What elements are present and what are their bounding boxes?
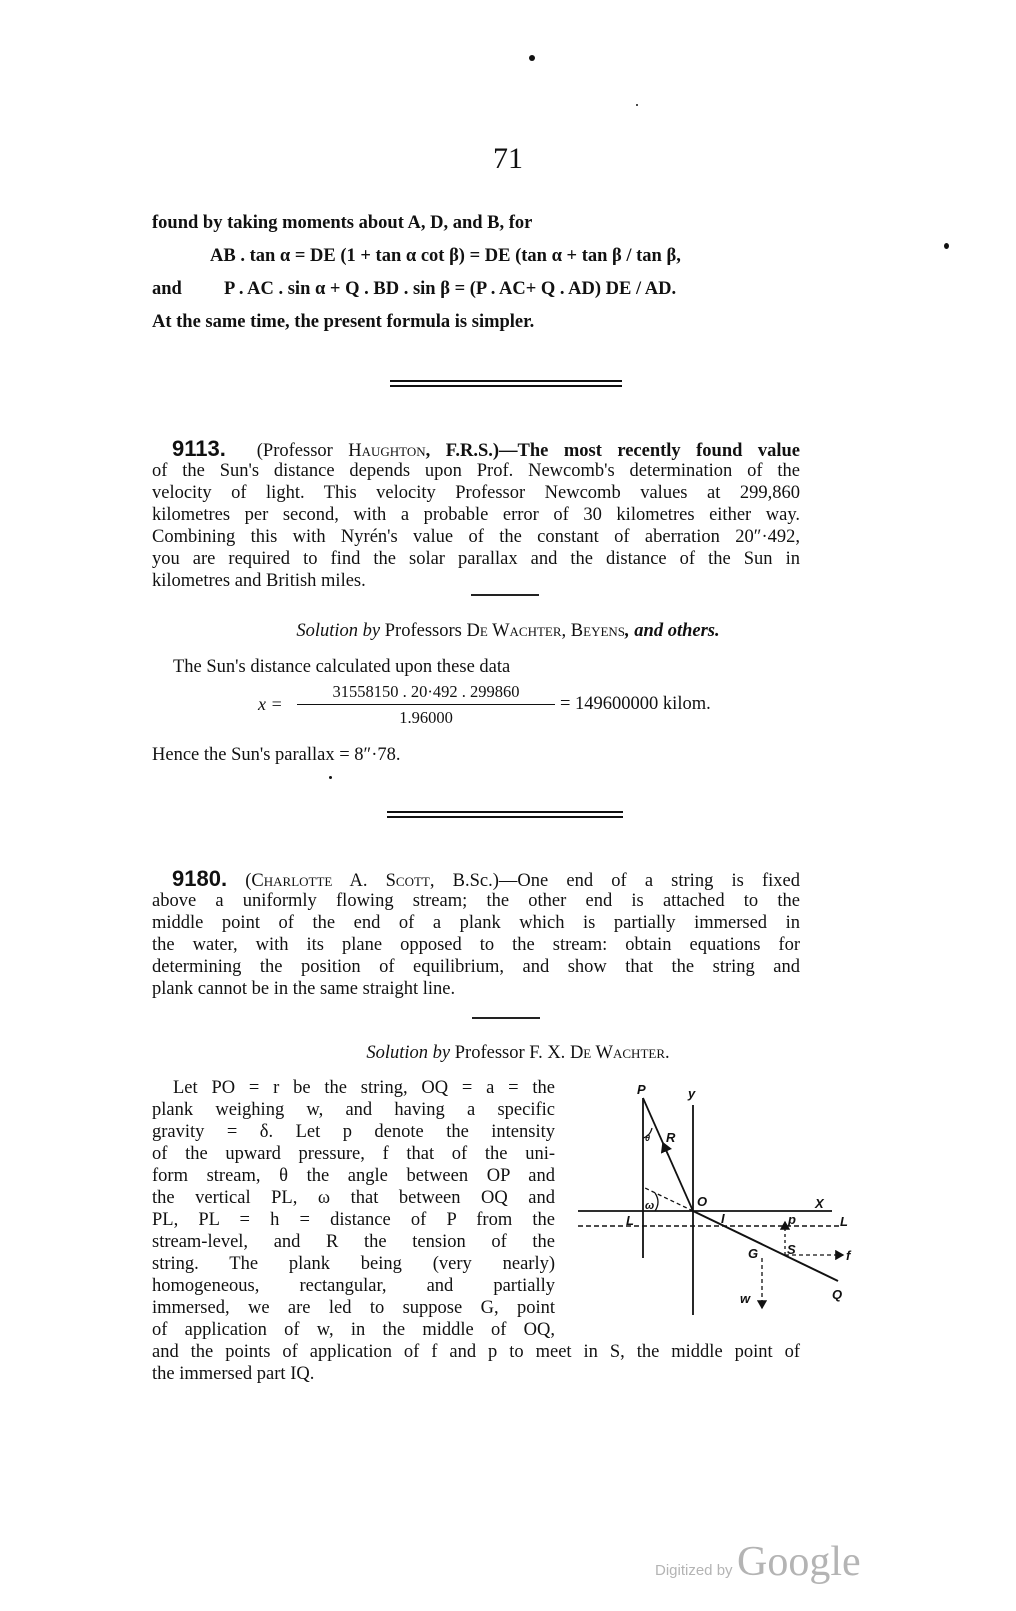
problem-header — [152, 868, 800, 892]
continuation-line: At the same time, the present formula is simpler. — [152, 312, 535, 332]
solution-line: form stream, θ the angle between OP and — [152, 1166, 555, 1186]
solution-by: Solution by — [296, 621, 381, 641]
label-P: P — [637, 1082, 646, 1097]
solution-line: immersed, we are led to suppose G, point — [152, 1298, 555, 1318]
short-rule — [471, 594, 539, 596]
problem-text: , B.Sc.)—One end of a string is fixed — [429, 871, 800, 891]
label-w: w — [740, 1291, 751, 1306]
label-Q: Q — [832, 1287, 843, 1302]
equation-2: P . AC . sin α + Q . BD . sin β = (P . AC+ Q . AD) DE / AD. — [224, 279, 677, 299]
solution-heading — [0, 1042, 1016, 1064]
problem-number: 9113. — [172, 436, 226, 461]
solution-line: the vertical PL, ω that between OQ and — [152, 1188, 555, 1208]
speck — [636, 104, 638, 106]
solution-line: of the upward pressure, f that of the uni- — [152, 1144, 555, 1164]
solution-heading — [0, 620, 1016, 642]
problem-line: above a uniformly flowing stream; the other end is attached to the — [152, 891, 800, 911]
solution-line: homogeneous, rectangular, and partially — [152, 1276, 555, 1296]
equation-1: AB . tan α = DE (1 + tan α cot β) = DE (tan α + tan β / tan β, — [210, 246, 681, 266]
fraction-bar — [297, 704, 555, 705]
formula-denominator: 1.96000 — [399, 708, 453, 727]
solver-name: Beyens — [570, 621, 626, 641]
solution-title: Professors — [380, 621, 467, 641]
short-rule — [472, 1017, 540, 1019]
page-number: 71 — [493, 142, 523, 175]
formula-numerator: 31558150 . 20·492 . 299860 — [332, 682, 520, 701]
label-R: R — [666, 1130, 676, 1145]
problem-line: middle point of the end of a plank which is partially immersed in — [152, 913, 800, 933]
formula-rhs: = 149600000 kilom. — [560, 694, 711, 714]
solution-line: the immersed part IQ. — [152, 1364, 315, 1384]
speck — [329, 776, 332, 779]
label-X: X — [815, 1196, 824, 1211]
author-name: Charlotte A. Scott — [251, 871, 430, 891]
solution-line: gravity = δ. Let p denote the intensity — [152, 1122, 555, 1142]
solution-by: Solution by — [366, 1043, 451, 1063]
problem-line: determining the position of equilibrium, and show that the string and — [152, 957, 800, 977]
speck — [529, 55, 535, 61]
solution-line: PL, PL = h = distance of P from the — [152, 1210, 555, 1230]
body-line: The Sun's distance calculated upon these data — [173, 657, 511, 677]
solution-line: plank weighing w, and having a specific — [152, 1100, 555, 1120]
label-L-right: L — [840, 1214, 848, 1229]
solution-line: of application of w, in the middle of OQ, — [152, 1320, 555, 1340]
watermark-prefix: Digitized by — [655, 1562, 733, 1579]
problem-text: , F.R.S.)—The most recently found value — [425, 441, 800, 461]
speck — [944, 243, 949, 249]
plank-diagram — [570, 1070, 860, 1330]
solver-name: De Wachter. — [569, 1043, 670, 1063]
problem-line: you are required to find the solar parallax and the distance of the Sun in — [152, 549, 800, 569]
solver-name: De Wachter — [466, 621, 562, 641]
label-theta: θ — [645, 1133, 651, 1143]
section-divider — [390, 380, 622, 387]
label-L-left: L — [626, 1213, 634, 1228]
author-prefix: ( — [245, 871, 252, 891]
label-I: I — [721, 1211, 725, 1226]
solution-line: stream-level, and R the tension of the — [152, 1232, 555, 1252]
google-logo: Google — [737, 1539, 861, 1585]
label-S: S — [787, 1242, 796, 1257]
label-f: f — [846, 1248, 851, 1263]
problem-line: plank cannot be in the same straight line. — [152, 979, 456, 999]
solution-line: and the points of application of f and p to meet in S, the middle point of — [152, 1342, 800, 1362]
label-p: p — [788, 1212, 796, 1227]
author-prefix: (Professor — [256, 441, 349, 461]
conclusion: Hence the Sun's parallax = 8″·78. — [152, 745, 401, 765]
solution-tail: , and others. — [625, 621, 720, 641]
formula-lhs: x = — [258, 694, 283, 714]
author-name: Haughton — [348, 441, 426, 461]
label-O: O — [697, 1194, 708, 1209]
separator: , — [561, 621, 571, 641]
problem-line: Combining this with Nyrén's value of the constant of aberration 20″·492, — [152, 527, 800, 547]
problem-header — [152, 438, 800, 462]
problem-line: kilometres per second, with a probable error of 30 kilometres either way. — [152, 505, 800, 525]
solution-line: string. The plank being (very nearly) — [152, 1254, 555, 1274]
problem-line: of the Sun's distance depends upon Prof. Newcomb's determination of the — [152, 461, 800, 481]
solution-title: Professor F. X. — [450, 1043, 570, 1063]
problem-number: 9180. — [172, 866, 228, 891]
label-omega: ω — [645, 1200, 655, 1212]
continuation-line: found by taking moments about A, D, and B, for — [152, 213, 533, 233]
solution-line: Let PO = r be the string, OQ = a = the — [173, 1078, 555, 1098]
equation-2-lead: and — [152, 279, 182, 299]
label-G: G — [748, 1246, 759, 1261]
digitized-by-google-watermark — [655, 1538, 861, 1586]
problem-line: kilometres and British miles. — [152, 571, 366, 591]
problem-line: the water, with its plane opposed to the stream: obtain equations for — [152, 935, 800, 955]
label-y: y — [688, 1086, 696, 1101]
problem-line: velocity of light. This velocity Professor Newcomb values at 299,860 — [152, 483, 800, 503]
section-divider — [387, 811, 623, 818]
